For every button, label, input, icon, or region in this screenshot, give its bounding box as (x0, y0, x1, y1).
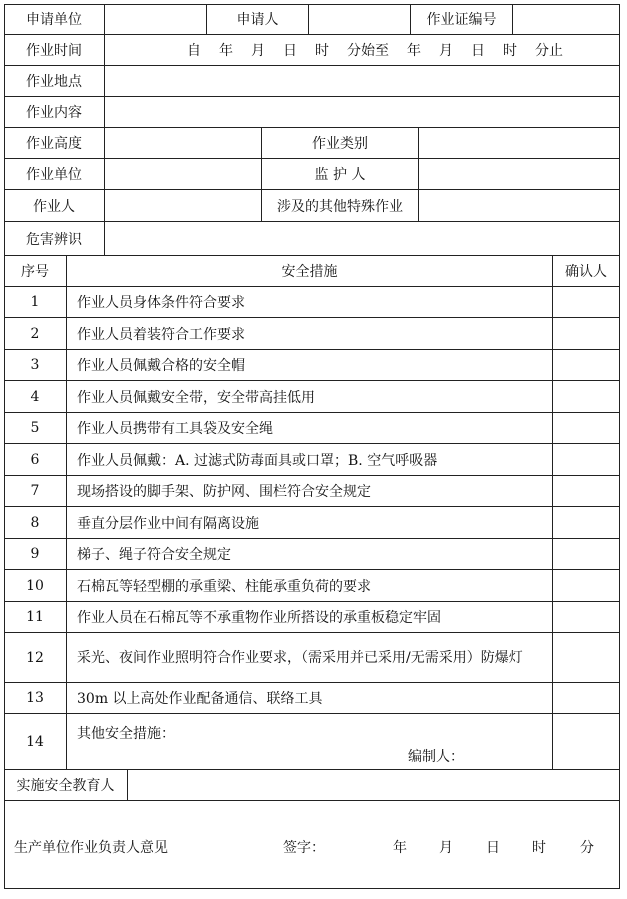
measure-text: 作业人员佩戴合格的安全帽 (67, 350, 553, 381)
confirmer-field[interactable] (553, 381, 620, 413)
measure-number: 2 (4, 318, 67, 350)
work-place-field[interactable] (105, 66, 620, 97)
measure-number: 14 (4, 714, 67, 770)
measure-number: 4 (4, 381, 67, 413)
confirmer-field[interactable] (553, 507, 620, 539)
work-height-field[interactable] (105, 128, 262, 159)
applicant-unit-label: 申请单位 (4, 4, 105, 35)
time-part: 日 (471, 43, 485, 59)
time-part: 月 (251, 43, 265, 59)
other-special-work-label: 涉及的其他特殊作业 (262, 190, 419, 222)
other-measures-cell[interactable] (67, 714, 553, 770)
confirmer-field[interactable] (553, 350, 620, 381)
measure-text: 作业人员在石棉瓦等不承重物作业所搭设的承重板稳定牢固 (67, 602, 553, 633)
measure-number: 12 (4, 633, 67, 683)
hazard-identification-label: 危害辨识 (4, 222, 105, 256)
measure-text: 石棉瓦等轻型棚的承重梁、柱能承重负荷的要求 (67, 570, 553, 602)
measure-text: 垂直分层作业中间有隔离设施 (67, 507, 553, 539)
column-header-measure: 安全措施 (67, 256, 553, 287)
work-permit-form (4, 4, 620, 889)
time-part: 时 (503, 43, 517, 59)
confirmer-field[interactable] (553, 287, 620, 318)
date-part: 时 (532, 840, 546, 856)
compiler-label: 编制人： (408, 749, 464, 765)
date-part: 月 (439, 840, 453, 856)
time-part: 分始至 (347, 43, 389, 59)
measure-text: 作业人员佩戴安全带，安全带高挂低用 (67, 381, 553, 413)
applicant-label: 申请人 (207, 4, 309, 35)
confirmer-field[interactable] (553, 444, 620, 476)
work-content-field[interactable] (105, 97, 620, 128)
work-time-label: 作业时间 (4, 35, 105, 66)
measure-number: 7 (4, 476, 67, 507)
measure-number: 10 (4, 570, 67, 602)
time-part: 时 (315, 43, 329, 59)
measure-text: 现场搭设的脚手架、防护网、围栏符合安全规定 (67, 476, 553, 507)
work-place-label: 作业地点 (4, 66, 105, 97)
column-header-confirmer: 确认人 (553, 256, 620, 287)
hazard-identification-field[interactable] (105, 222, 620, 256)
measure-text: 30m 以上高处作业配备通信、联络工具 (67, 683, 553, 714)
leader-opinion-section[interactable] (4, 801, 620, 889)
measure-number: 13 (4, 683, 67, 714)
measure-text: 作业人员携带有工具袋及安全绳 (67, 413, 553, 444)
worker-label: 作业人 (4, 190, 105, 222)
work-time-field[interactable] (105, 35, 620, 66)
confirmer-field[interactable] (553, 633, 620, 683)
measure-number: 9 (4, 539, 67, 570)
time-part: 日 (283, 43, 297, 59)
safety-educator-field[interactable] (128, 770, 620, 801)
confirmer-field[interactable] (553, 539, 620, 570)
work-category-label: 作业类别 (262, 128, 419, 159)
date-part: 年 (393, 840, 407, 856)
signature-label: 签字： (283, 840, 325, 856)
applicant-field[interactable] (309, 4, 411, 35)
work-height-label: 作业高度 (4, 128, 105, 159)
measure-text: 其他安全措施： (77, 726, 175, 742)
leader-opinion-label: 生产单位作业负责人意见 (14, 840, 168, 856)
confirmer-field[interactable] (553, 413, 620, 444)
work-content-label: 作业内容 (4, 97, 105, 128)
measure-text: 作业人员身体条件符合要求 (67, 287, 553, 318)
work-category-field[interactable] (419, 128, 620, 159)
work-unit-field[interactable] (105, 159, 262, 190)
measure-number: 3 (4, 350, 67, 381)
confirmer-field[interactable] (553, 318, 620, 350)
measure-number: 8 (4, 507, 67, 539)
measure-number: 11 (4, 602, 67, 633)
measure-number: 5 (4, 413, 67, 444)
date-part: 分 (580, 840, 594, 856)
permit-number-field[interactable] (513, 4, 620, 35)
worker-field[interactable] (105, 190, 262, 222)
confirmer-field[interactable] (553, 602, 620, 633)
guardian-field[interactable] (419, 159, 620, 190)
safety-educator-label: 实施安全教育人 (4, 770, 128, 801)
measure-text: 采光、夜间作业照明符合作业要求，（需采用并已采用/无需采用）防爆灯 (67, 633, 553, 683)
work-unit-label: 作业单位 (4, 159, 105, 190)
time-part: 月 (439, 43, 453, 59)
measure-text: 梯子、绳子符合安全规定 (67, 539, 553, 570)
time-part: 自 (187, 43, 201, 59)
confirmer-field[interactable] (553, 476, 620, 507)
time-part: 年 (219, 43, 233, 59)
permit-number-label: 作业证编号 (411, 4, 513, 35)
measure-text: 作业人员着装符合工作要求 (67, 318, 553, 350)
other-special-work-field[interactable] (419, 190, 620, 222)
measure-number: 1 (4, 287, 67, 318)
date-part: 日 (486, 840, 500, 856)
guardian-label: 监 护 人 (262, 159, 419, 190)
confirmer-field[interactable] (553, 570, 620, 602)
confirmer-field[interactable] (553, 714, 620, 770)
measure-text: 作业人员佩戴：A. 过滤式防毒面具或口罩；B. 空气呼吸器 (67, 444, 553, 476)
measure-number: 6 (4, 444, 67, 476)
time-part: 分止 (535, 43, 563, 59)
column-header-number: 序号 (4, 256, 67, 287)
time-part: 年 (407, 43, 421, 59)
confirmer-field[interactable] (553, 683, 620, 714)
applicant-unit-field[interactable] (105, 4, 207, 35)
